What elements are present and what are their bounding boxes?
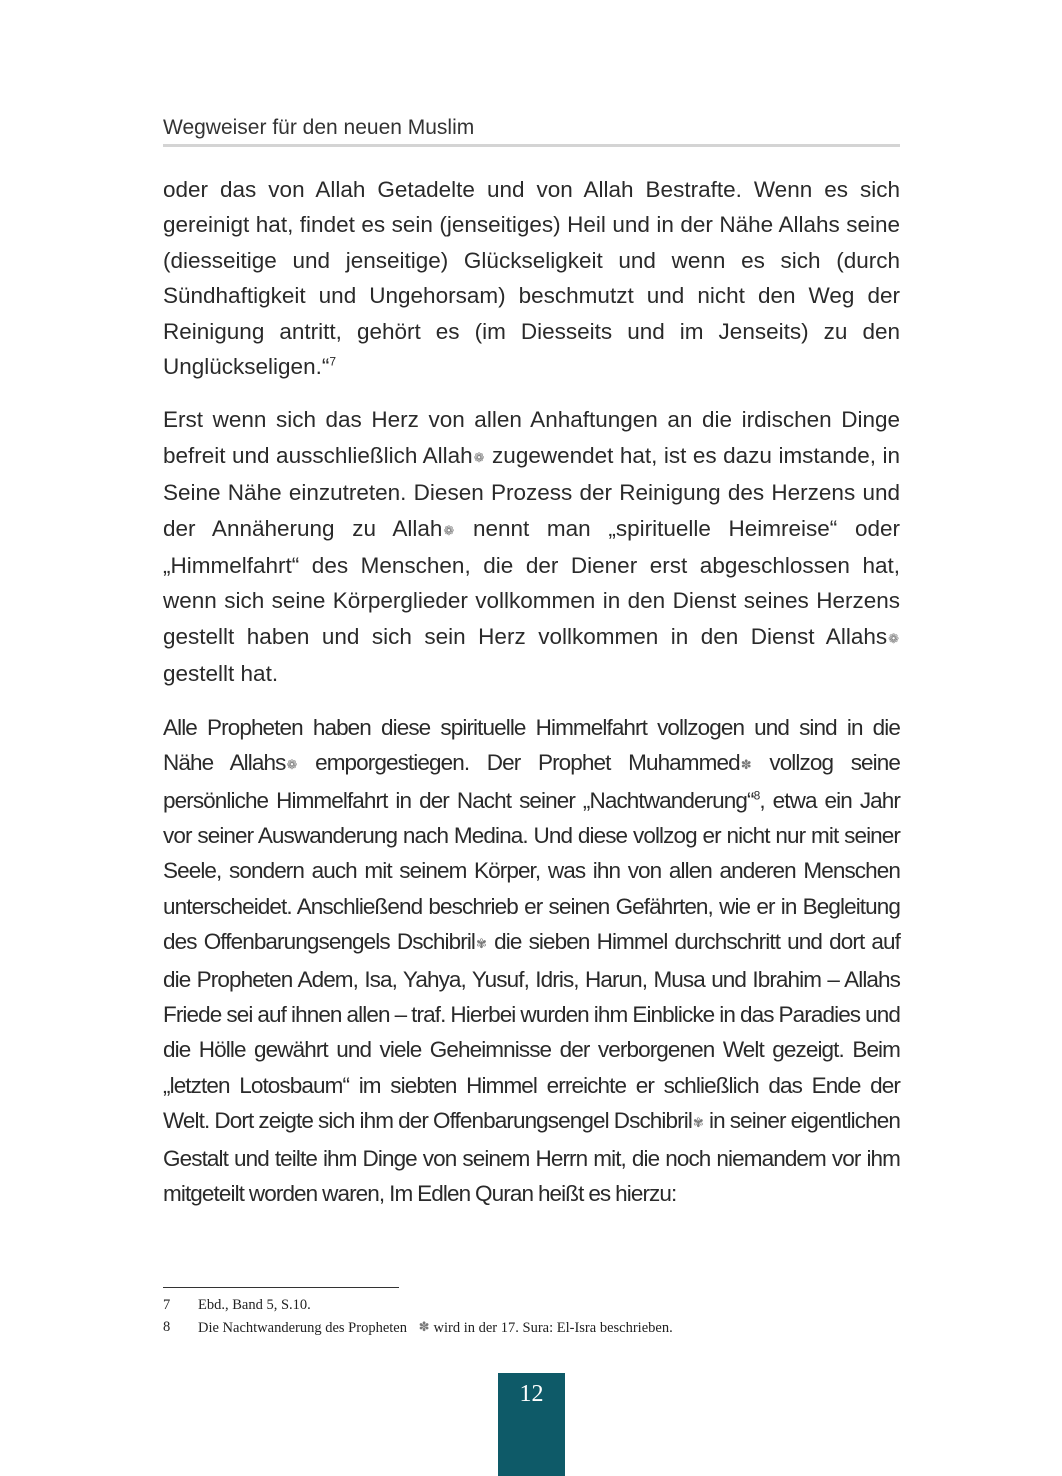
honorific-glyph-icon: ❁: [473, 449, 485, 465]
honorific-glyph-icon: ❁: [286, 757, 297, 773]
angel-honorific-glyph-icon: ✾: [476, 936, 487, 952]
honorific-glyph-icon: ❁: [888, 630, 899, 646]
body-text: [163, 172, 900, 1229]
page-number: 12: [498, 1373, 565, 1476]
footnote-ref[interactable]: 8: [753, 788, 760, 802]
footnote-ref[interactable]: 7: [329, 354, 337, 369]
paragraph: oder das von Allah Getadelte und von Allah Bestrafte. Wenn es sich gereinigt hat, findet es sein (jenseitiges) Heil und in der Nähe Allahs seine (diesseitige und jenseitige) Glückseligkeit und wenn es sich (durch Sündhaftigkeit und Ungehorsam) beschmutzt und nicht den Weg der Reinigung antritt, gehört es (im Diesseits und im Jenseits) zu den Unglückseligen.“$^7$: [163, 177, 900, 380]
footnote-text: Die Nachtwanderung des Propheten ✽ wird in der 17. Sura: El-Isra beschrieben.: [198, 1316, 673, 1339]
running-header: Wegweiser für den neuen Muslim: [163, 116, 900, 147]
paragraph: Alle Propheten haben diese spirituelle Himmelfahrt vollzogen und sind in die Nähe Allahs❁ emporgestiegen. Der Prophet Muhammed✽ vollzog seine persönliche Himmelfahrt in der Nacht seiner „Nachtwanderung“$^8$, etwa ein Jahr vor seiner Auswanderung nach Medina. Und diese vollzog er nicht nur mit seiner Seele, sondern auch mit seinem Körper, was ihn von allen anderen Menschen unterscheidet. Anschließend beschrieb er seinen Gefährten, wie er in Begleitung des Offenbarungsengels Dschibril✾ die sieben Himmel durchschritt und dort auf die Propheten Adem, Isa, Yahya, Yusuf, Idris, Harun, Musa und Ibrahim – Allahs Friede sei auf ihnen allen – traf. Hierbei wurden ihm Einblicke in das Paradies und die Hölle gewährt und viele Geheimnisse der verborgenen Welt gezeigt. Beim „letzten Lotosbaum“ im siebten Himmel erreichte er schließlich das Ende der Welt. Dort zeigte sich ihm der Offenbarungsengel Dschibril✾ in seiner eigentlichen Gestalt und teilte ihm Dinge von seinem Herrn mit, die noch niemandem vor ihm mitgeteilt worden waren, Im Edlen Quran heißt es hierzu:: [163, 714, 900, 1206]
footnote-text: Ebd., Band 5, S.10.: [198, 1297, 311, 1313]
prophet-honorific-glyph-icon: ✽: [418, 1319, 430, 1334]
footnote-number: 8: [163, 1319, 171, 1335]
footnote-item: [163, 1316, 900, 1339]
honorific-glyph-icon: ❁: [443, 522, 455, 538]
paragraph: Erst wenn sich das Herz von allen Anhaftungen an die irdischen Dinge befreit und ausschließlich Allah❁ zugewendet hat, ist es dazu imstande, in Seine Nähe einzutreten. Diesen Prozess der Reinigung des Herzens und der Annäherung zu Allah❁ nennt man „spirituelle Heimreise“ oder „Himmelfahrt“ des Menschen, die der Diener erst abgeschlossen hat, wenn sich seine Körperglieder vollkommen in den Dienst seines Herzens gestellt haben und sich sein Herz vollkommen in den Dienst Allahs❁ gestellt hat.: [163, 407, 900, 687]
prophet-honorific-glyph-icon: ✽: [740, 757, 751, 773]
footnotes: [163, 1294, 900, 1339]
angel-honorific-glyph-icon: ✾: [692, 1115, 703, 1131]
footnote-number: 7: [163, 1297, 171, 1313]
footnote-item: [163, 1294, 900, 1316]
footnote-divider: [163, 1287, 399, 1288]
